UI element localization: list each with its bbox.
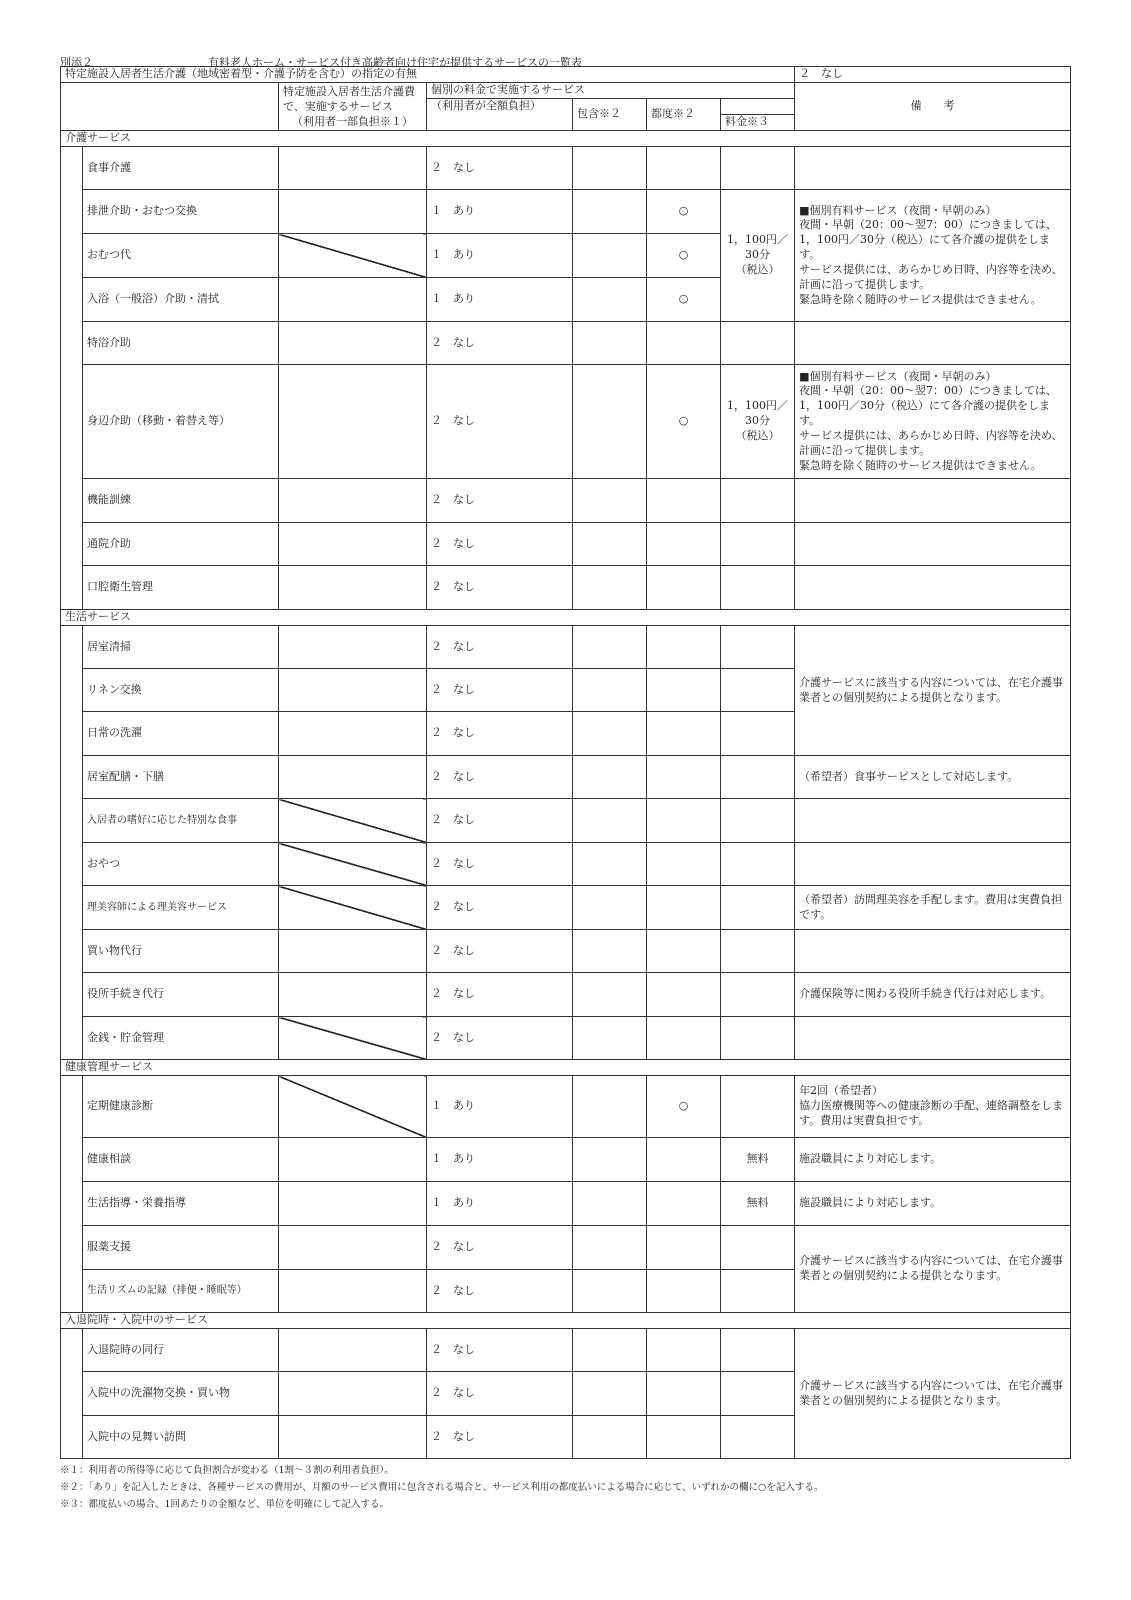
- fee-cell: [721, 930, 795, 973]
- service-table: [60, 66, 1071, 1459]
- partial-burden-cell: [279, 1416, 427, 1459]
- service-name: 生活リズムの記録（排便・睡眠等）: [83, 1270, 279, 1313]
- section-title: 生活サービス: [61, 610, 1071, 626]
- service-name: 通院介助: [83, 523, 279, 566]
- partial-burden-cell: [279, 523, 427, 566]
- service-name: リネン交換: [83, 669, 279, 712]
- header-fee-top: [721, 99, 795, 115]
- service-status: ２ なし: [427, 799, 573, 843]
- per-use-mark: [647, 886, 721, 930]
- service-row: [61, 843, 1071, 886]
- included-mark: [573, 756, 647, 799]
- service-name: 食事介護: [83, 147, 279, 190]
- service-row: [61, 1182, 1071, 1226]
- fee-cell: [721, 147, 795, 190]
- per-use-mark: ○: [647, 278, 721, 322]
- service-status: ２ なし: [427, 1017, 573, 1060]
- service-status: ２ なし: [427, 322, 573, 365]
- remarks-cell: 介護サービスに該当する内容については、在宅介護事業者との個別契約による提供となります。: [795, 626, 1071, 756]
- per-use-mark: ○: [647, 1076, 721, 1138]
- service-name: おやつ: [83, 843, 279, 886]
- header-partial-line: 特定施設入居者生活介護費: [283, 85, 415, 98]
- service-name: 排泄介助・おむつ交換: [83, 190, 279, 234]
- service-name: 定期健康診断: [83, 1076, 279, 1138]
- footnote: ※３：都度払いの場合、1回あたりの金額など、単位を明確にして記入する。: [60, 1499, 390, 1510]
- remarks-cell: [795, 930, 1071, 973]
- service-name: 身辺介助（移動・着替え等）: [83, 365, 279, 479]
- per-use-mark: [647, 799, 721, 843]
- per-use-mark: [647, 712, 721, 756]
- included-mark: [573, 1182, 647, 1226]
- fee-cell: [721, 1017, 795, 1060]
- remarks-cell: 施設職員により対応します。: [795, 1182, 1071, 1226]
- partial-burden-cell-slashed: [279, 1017, 427, 1060]
- per-use-mark: [647, 1416, 721, 1459]
- section-indent: [61, 1329, 83, 1459]
- fee-cell: [721, 1076, 795, 1138]
- partial-burden-cell-slashed: [279, 234, 427, 278]
- partial-burden-cell: [279, 626, 427, 669]
- fee-cell: 1，100円／ 30分 （税込）: [721, 190, 795, 322]
- service-status: １ あり: [427, 1182, 573, 1226]
- fee-cell: [721, 756, 795, 799]
- service-status: ２ なし: [427, 147, 573, 190]
- per-use-mark: ○: [647, 234, 721, 278]
- included-mark: [573, 799, 647, 843]
- per-use-mark: [647, 930, 721, 973]
- header-partial-line: （利用者一部負担※１）: [292, 114, 413, 128]
- fee-cell: [721, 322, 795, 365]
- included-mark: [573, 973, 647, 1017]
- fee-cell: [721, 626, 795, 669]
- included-mark: [573, 322, 647, 365]
- service-name: 服薬支援: [83, 1226, 279, 1270]
- included-mark: [573, 365, 647, 479]
- service-name: 特浴介助: [83, 322, 279, 365]
- per-use-mark: [647, 479, 721, 523]
- fee-cell: [721, 669, 795, 712]
- remarks-cell: （希望者）食事サービスとして対応します。: [795, 756, 1071, 799]
- service-name: 生活指導・栄養指導: [83, 1182, 279, 1226]
- service-status: ２ なし: [427, 886, 573, 930]
- per-use-mark: [647, 843, 721, 886]
- service-row: [61, 973, 1071, 1017]
- section-title: 入退院時・入院中のサービス: [61, 1313, 1071, 1329]
- header-partial-line: で、実施するサービス: [283, 99, 393, 113]
- per-use-mark: [647, 322, 721, 365]
- section-title: 介護サービス: [61, 131, 1071, 147]
- service-status: １ あり: [427, 190, 573, 234]
- per-use-mark: [647, 523, 721, 566]
- remarks-cell: [795, 843, 1071, 886]
- service-status: ２ なし: [427, 1416, 573, 1459]
- per-use-mark: ○: [647, 365, 721, 479]
- service-row: [61, 1226, 1071, 1270]
- partial-burden-cell: [279, 669, 427, 712]
- remarks-cell: [795, 523, 1071, 566]
- service-row: [61, 799, 1071, 843]
- fee-cell: [721, 1372, 795, 1416]
- included-mark: [573, 1372, 647, 1416]
- service-row: [61, 756, 1071, 799]
- remarks-cell: [795, 322, 1071, 365]
- per-use-mark: [647, 147, 721, 190]
- remarks-cell: 介護サービスに該当する内容については、在宅介護事業者との個別契約による提供となります。: [795, 1329, 1071, 1459]
- service-status: ２ なし: [427, 523, 573, 566]
- included-mark: [573, 1076, 647, 1138]
- remarks-cell: [795, 147, 1071, 190]
- included-mark: [573, 1416, 647, 1459]
- service-name: 入退院時の同行: [83, 1329, 279, 1372]
- remarks-cell: （希望者）訪問理美容を手配します。費用は実費負担です。: [795, 886, 1071, 930]
- fee-cell: [721, 973, 795, 1017]
- included-mark: [573, 626, 647, 669]
- service-row: [61, 1076, 1071, 1138]
- header-incl: 包含※２: [573, 99, 647, 131]
- service-name: 金銭・貯金管理: [83, 1017, 279, 1060]
- service-row: [61, 1138, 1071, 1182]
- partial-burden-cell: [279, 1329, 427, 1372]
- service-status: ２ なし: [427, 479, 573, 523]
- service-row: [61, 365, 1071, 479]
- service-row: [61, 626, 1071, 669]
- service-row: [61, 147, 1071, 190]
- included-mark: [573, 523, 647, 566]
- service-row: [61, 190, 1071, 234]
- included-mark: [573, 147, 647, 190]
- service-row: [61, 479, 1071, 523]
- service-status: ２ なし: [427, 843, 573, 886]
- partial-burden-cell: [279, 479, 427, 523]
- designation-label: 特定施設入居者生活介護（地域密着型・介護予防を含む）の指定の有無: [61, 67, 795, 83]
- fee-cell: [721, 1226, 795, 1270]
- partial-burden-cell-slashed: [279, 886, 427, 930]
- partial-burden-cell: [279, 973, 427, 1017]
- per-use-mark: [647, 973, 721, 1017]
- designation-value: ２ なし: [795, 67, 1071, 83]
- remarks-cell: 施設職員により対応します。: [795, 1138, 1071, 1182]
- service-status: ２ なし: [427, 1329, 573, 1372]
- fee-cell: [721, 843, 795, 886]
- per-use-mark: [647, 1372, 721, 1416]
- included-mark: [573, 479, 647, 523]
- service-status: ２ なし: [427, 669, 573, 712]
- service-status: ２ なし: [427, 930, 573, 973]
- remarks-cell: ■個別有料サービス（夜間・早朝のみ） 夜間・早朝（20：00～翌7：00）につきましては、1，100円／30分（税込）にて各介護の提供をします。 サービス提供には、あらかじめ日時、内容等を決め、計画に沿って提供します。 緊急時を除く随時のサービス提供はできません。: [795, 365, 1071, 479]
- partial-burden-cell: [279, 322, 427, 365]
- service-name: 日常の洗濯: [83, 712, 279, 756]
- service-name: 居室配膳・下膳: [83, 756, 279, 799]
- partial-burden-cell: [279, 1138, 427, 1182]
- partial-burden-cell: [279, 147, 427, 190]
- included-mark: [573, 930, 647, 973]
- fee-cell: [721, 886, 795, 930]
- service-status: ２ なし: [427, 365, 573, 479]
- partial-burden-cell: [279, 190, 427, 234]
- fee-cell: [721, 1329, 795, 1372]
- header-blank: [61, 83, 279, 131]
- included-mark: [573, 669, 647, 712]
- included-mark: [573, 886, 647, 930]
- partial-burden-cell: [279, 712, 427, 756]
- service-status: １ あり: [427, 278, 573, 322]
- header-remarks: 備 考: [795, 83, 1071, 131]
- per-use-mark: [647, 756, 721, 799]
- section-indent: [61, 626, 83, 1060]
- partial-burden-cell: [279, 930, 427, 973]
- fee-cell: [721, 799, 795, 843]
- remarks-cell: [795, 479, 1071, 523]
- per-use-mark: [647, 1182, 721, 1226]
- included-mark: [573, 234, 647, 278]
- service-status: １ あり: [427, 234, 573, 278]
- header-individual-sub: （利用者が全額負担）: [427, 99, 573, 131]
- per-use-mark: [647, 1270, 721, 1313]
- per-use-mark: [647, 1226, 721, 1270]
- remarks-cell: 介護保険等に関わる役所手続き代行は対応します。: [795, 973, 1071, 1017]
- included-mark: [573, 278, 647, 322]
- service-status: ２ なし: [427, 756, 573, 799]
- partial-burden-cell-slashed: [279, 1076, 427, 1138]
- partial-burden-cell: [279, 756, 427, 799]
- service-name: 入院中の見舞い訪問: [83, 1416, 279, 1459]
- service-status: ２ なし: [427, 1270, 573, 1313]
- remarks-cell: [795, 566, 1071, 610]
- fee-cell: [721, 1416, 795, 1459]
- remarks-cell: [795, 799, 1071, 843]
- service-name: おむつ代: [83, 234, 279, 278]
- section-header-row: [61, 131, 1071, 147]
- section-title: 健康管理サービス: [61, 1060, 1071, 1076]
- section-indent: [61, 147, 83, 610]
- page-title: 有料老人ホーム・サービス付き高齢者向け住宅が提供するサービスの一覧表: [208, 56, 582, 69]
- service-status: ２ なし: [427, 626, 573, 669]
- partial-burden-cell: [279, 1372, 427, 1416]
- service-status: ２ なし: [427, 973, 573, 1017]
- partial-burden-cell-slashed: [279, 799, 427, 843]
- service-row: [61, 523, 1071, 566]
- service-name: 入院中の洗濯物交換・買い物: [83, 1372, 279, 1416]
- included-mark: [573, 1270, 647, 1313]
- remarks-cell: 介護サービスに該当する内容については、在宅介護事業者との個別契約による提供となります。: [795, 1226, 1071, 1313]
- service-row: [61, 886, 1071, 930]
- service-status: ２ なし: [427, 566, 573, 610]
- per-use-mark: [647, 1329, 721, 1372]
- fee-cell: [721, 1270, 795, 1313]
- section-header-row: [61, 1313, 1071, 1329]
- partial-burden-cell: [279, 1270, 427, 1313]
- included-mark: [573, 1138, 647, 1182]
- remarks-cell: ■個別有料サービス（夜間・早朝のみ） 夜間・早朝（20：00～翌7：00）につきましては、1，100円／30分（税込）にて各介護の提供をします。 サービス提供には、あらかじめ日時、内容等を決め、計画に沿って提供します。 緊急時を除く随時のサービス提供はできません。: [795, 190, 1071, 322]
- partial-burden-cell-slashed: [279, 843, 427, 886]
- fee-cell: [721, 712, 795, 756]
- service-name: 機能訓練: [83, 479, 279, 523]
- included-mark: [573, 1226, 647, 1270]
- footnote: ※２：「あり」を記入したときは、各種サービスの費用が、月額のサービス費用に包含される場合と、サービス利用の都度払いによる場合に応じて、いずれかの欄に○を記入する。: [60, 1482, 824, 1493]
- footnote: ※１：利用者の所得等に応じて負担割合が変わる（1割～３割の利用者負担）。: [60, 1465, 394, 1476]
- service-status: １ あり: [427, 1076, 573, 1138]
- per-use-mark: [647, 1138, 721, 1182]
- per-use-mark: [647, 1017, 721, 1060]
- service-row: [61, 322, 1071, 365]
- service-status: ２ なし: [427, 1226, 573, 1270]
- service-name: 買い物代行: [83, 930, 279, 973]
- header-partial-burden: [279, 83, 427, 131]
- included-mark: [573, 1017, 647, 1060]
- fee-cell: [721, 523, 795, 566]
- service-row: [61, 566, 1071, 610]
- partial-burden-cell: [279, 566, 427, 610]
- partial-burden-cell: [279, 365, 427, 479]
- section-header-row: [61, 610, 1071, 626]
- included-mark: [573, 843, 647, 886]
- service-name: 居室清掃: [83, 626, 279, 669]
- fee-cell: 1，100円／ 30分 （税込）: [721, 365, 795, 479]
- per-use-mark: [647, 669, 721, 712]
- service-name: 口腔衛生管理: [83, 566, 279, 610]
- included-mark: [573, 190, 647, 234]
- per-use-mark: ○: [647, 190, 721, 234]
- remarks-cell: 年2回（希望者） 協力医療機関等への健康診断の手配、連絡調整をします。費用は実費負担です。: [795, 1076, 1071, 1138]
- partial-burden-cell: [279, 1182, 427, 1226]
- included-mark: [573, 1329, 647, 1372]
- fee-cell: 無料: [721, 1138, 795, 1182]
- included-mark: [573, 712, 647, 756]
- service-name: 入浴（一般浴）介助・清拭: [83, 278, 279, 322]
- service-row: [61, 1329, 1071, 1372]
- partial-burden-cell: [279, 1226, 427, 1270]
- partial-burden-cell: [279, 278, 427, 322]
- header-per: 都度※２: [647, 99, 721, 131]
- service-status: １ あり: [427, 1138, 573, 1182]
- service-row: [61, 1017, 1071, 1060]
- header-individual: 個別の料金で実施するサービス: [427, 83, 795, 99]
- service-name: 入居者の嗜好に応じた特別な食事: [83, 799, 279, 843]
- fee-cell: [721, 566, 795, 610]
- remarks-cell: [795, 1017, 1071, 1060]
- per-use-mark: [647, 566, 721, 610]
- section-indent: [61, 1076, 83, 1313]
- header-fee: 料金※３: [721, 115, 795, 131]
- fee-cell: 無料: [721, 1182, 795, 1226]
- included-mark: [573, 566, 647, 610]
- fee-cell: [721, 479, 795, 523]
- service-status: ２ なし: [427, 712, 573, 756]
- service-row: [61, 930, 1071, 973]
- service-name: 健康相談: [83, 1138, 279, 1182]
- service-status: ２ なし: [427, 1372, 573, 1416]
- service-name: 理美容師による理美容サービス: [83, 886, 279, 930]
- section-header-row: [61, 1060, 1071, 1076]
- per-use-mark: [647, 626, 721, 669]
- attachment-label: 別添２: [60, 56, 93, 69]
- service-name: 役所手続き代行: [83, 973, 279, 1017]
